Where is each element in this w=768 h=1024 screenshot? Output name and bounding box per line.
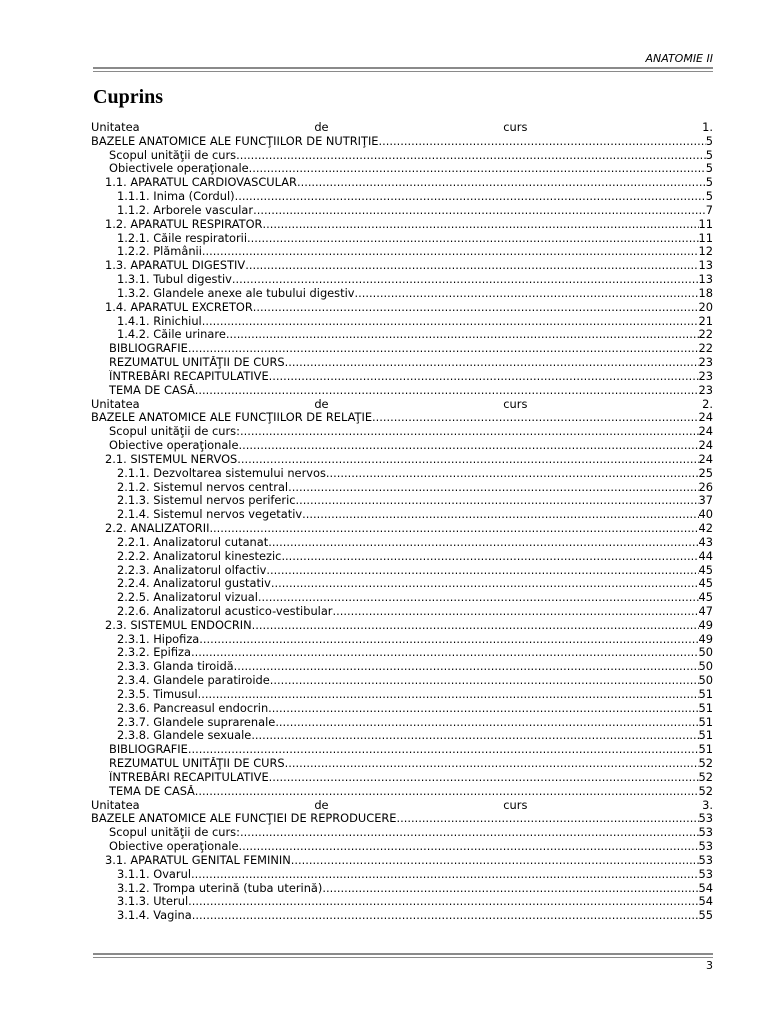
- toc-entry[interactable]: [91, 328, 713, 342]
- toc-entry-label: 2.2.3. Analizatorul olfactiv: [117, 563, 267, 577]
- toc-dot-leader: [372, 411, 698, 425]
- toc-dot-leader: [198, 688, 699, 702]
- toc-dot-leader: [285, 757, 699, 771]
- toc-entry[interactable]: [91, 868, 713, 882]
- toc-entry[interactable]: [91, 232, 713, 246]
- toc-dot-leader: [269, 370, 699, 384]
- toc-entry[interactable]: [91, 826, 713, 840]
- toc-entry-page: 21: [698, 314, 713, 328]
- toc-entry-label: 1.4. APARATUL EXCRETOR: [105, 300, 253, 314]
- toc-dot-leader: [237, 453, 698, 467]
- toc-entry[interactable]: [91, 577, 713, 591]
- toc-dot-leader: [209, 522, 698, 536]
- toc-entry-label: 2.3.1. Hipofiza: [117, 632, 200, 646]
- toc-entry-page: 24: [698, 411, 713, 425]
- toc-unit-heading: [91, 121, 713, 135]
- toc-entry-page: 23: [698, 356, 713, 370]
- toc-dot-leader: [195, 384, 699, 398]
- toc-entry-label: 2.3.3. Glanda tiroidă: [117, 660, 234, 674]
- toc-entry-page: 5: [705, 176, 713, 190]
- toc-entry-page: 53: [698, 867, 713, 881]
- toc-entry[interactable]: [91, 315, 713, 329]
- toc-dot-leader: [266, 564, 698, 578]
- toc-entry[interactable]: [91, 135, 713, 149]
- toc-entry[interactable]: [91, 550, 713, 564]
- footer-rule-thin: [93, 957, 713, 958]
- toc-entry-page: 51: [698, 715, 713, 729]
- toc-entry-label: 2.2. ANALIZATORII: [105, 522, 210, 536]
- toc-entry-label: 1.1.1. Inima (Cordul): [117, 190, 235, 204]
- toc-entry[interactable]: [91, 757, 713, 771]
- toc-entry-label: REZUMATUL UNITĂŢII DE CURS: [109, 356, 285, 370]
- toc-entry-page: 44: [698, 549, 713, 563]
- toc-entry-page: 11: [698, 231, 713, 245]
- toc-entry-label: 2.3.8. Glandele sexuale: [117, 729, 252, 743]
- toc-entry-label: 2.3.4. Glandele paratiroide: [117, 674, 270, 688]
- toc-entry[interactable]: [91, 301, 713, 315]
- toc-dot-leader: [232, 273, 699, 287]
- toc-entry-page: 25: [698, 466, 713, 480]
- toc-entry[interactable]: [91, 481, 713, 495]
- toc-entry[interactable]: [91, 245, 713, 259]
- toc-entry-label: 2.1.3. Sistemul nervos periferic: [117, 494, 296, 508]
- toc-entry-page: 7: [705, 203, 713, 217]
- toc-entry-label: 1.3.1. Tubul digestiv: [117, 273, 232, 287]
- toc-entry[interactable]: [91, 411, 713, 425]
- toc-entry-page: 18: [698, 286, 713, 300]
- toc-entry-label: 2.3.7. Glandele suprarenale: [117, 715, 276, 729]
- toc-dot-leader: [270, 674, 699, 688]
- toc-entry-page: 5: [705, 134, 713, 148]
- toc-unit-word: Unitatea: [91, 397, 140, 411]
- toc-entry-page: 53: [698, 826, 713, 840]
- toc-entry[interactable]: [91, 273, 713, 287]
- toc-entry-page: 22: [698, 342, 713, 356]
- toc-dot-leader: [285, 356, 699, 370]
- toc-entry[interactable]: [91, 176, 713, 190]
- toc-dot-leader: [379, 135, 706, 149]
- toc-entry[interactable]: [91, 508, 713, 522]
- toc-entry-label: Obiectivele operaţionale: [109, 162, 249, 176]
- toc-dot-leader: [397, 812, 699, 826]
- toc-entry[interactable]: [91, 771, 713, 785]
- toc-dot-leader: [258, 591, 699, 605]
- toc-dot-leader: [326, 467, 699, 481]
- toc-entry-label: 1.1. APARATUL CARDIOVASCULAR: [105, 176, 297, 190]
- toc-entry[interactable]: [91, 162, 713, 176]
- toc-entry-label: 1.4.1. Rinichiul: [117, 314, 202, 328]
- toc-entry[interactable]: [91, 660, 713, 674]
- toc-dot-leader: [253, 301, 699, 315]
- toc-entry-label: TEMA DE CASĂ: [109, 383, 195, 397]
- toc-dot-leader: [271, 577, 699, 591]
- toc-entry[interactable]: [91, 204, 713, 218]
- toc-entry-label: 2.3. SISTEMUL ENDOCRIN: [105, 618, 252, 632]
- toc-entry[interactable]: [91, 564, 713, 578]
- toc-dot-leader: [296, 494, 699, 508]
- toc-entry-page: 5: [705, 162, 713, 176]
- toc-dot-leader: [188, 342, 699, 356]
- toc-entry[interactable]: [91, 674, 713, 688]
- toc-entry-page: 55: [698, 909, 713, 923]
- toc-entry-label: BAZELE ANATOMICE ALE FUNCŢIILOR DE NUTRIŢIE: [91, 134, 379, 148]
- toc-unit-word: 3.: [702, 798, 713, 812]
- toc-entry-page: 13: [698, 259, 713, 273]
- toc-dot-leader: [252, 619, 699, 633]
- toc-dot-leader: [302, 508, 698, 522]
- toc-entry-label: Obiective operaţionale: [109, 439, 239, 453]
- toc-entry-page: 43: [698, 535, 713, 549]
- toc-entry[interactable]: [91, 854, 713, 868]
- toc-entry[interactable]: [91, 218, 713, 232]
- toc-entry-page: 11: [698, 217, 713, 231]
- toc-dot-leader: [234, 660, 699, 674]
- toc-dot-leader: [202, 315, 699, 329]
- toc-entry[interactable]: [91, 591, 713, 605]
- toc-entry[interactable]: [91, 812, 713, 826]
- toc-entry-page: 45: [698, 563, 713, 577]
- toc-entry-label: 2.3.6. Pancreasul endocrin: [117, 701, 269, 715]
- toc-entry-label: 2.1.4. Sistemul nervos vegetativ: [117, 508, 303, 522]
- toc-entry-page: 5: [705, 148, 713, 162]
- toc-entry-label: 2.1. SISTEMUL NERVOS: [105, 452, 238, 466]
- toc-entry-page: 45: [698, 577, 713, 591]
- toc-entry-label: 3.1.4. Vagina: [117, 909, 192, 923]
- toc-entry[interactable]: [91, 646, 713, 660]
- toc-entry-page: 49: [698, 618, 713, 632]
- toc-entry[interactable]: [91, 702, 713, 716]
- toc-entry-label: 1.2.2. Plămânii: [117, 245, 202, 259]
- toc-entry-label: 3.1. APARATUL GENITAL FEMININ: [105, 853, 291, 867]
- toc-dot-leader: [191, 646, 699, 660]
- toc-entry-label: 2.2.6. Analizatorul acustico-vestibular: [117, 604, 333, 618]
- toc-dot-leader: [275, 716, 698, 730]
- toc-entry-page: 49: [698, 632, 713, 646]
- toc-entry-label: 3.1.2. Trompa uterină (tuba uterină): [117, 881, 323, 895]
- toc-entry[interactable]: [91, 425, 713, 439]
- toc-dot-leader: [251, 729, 698, 743]
- toc-entry[interactable]: [91, 287, 713, 301]
- toc-entry[interactable]: [91, 494, 713, 508]
- toc-entry-page: 51: [698, 729, 713, 743]
- toc-entry[interactable]: [91, 882, 713, 896]
- toc-unit-word: curs: [503, 121, 528, 134]
- toc-entry-page: 13: [698, 273, 713, 287]
- toc-entry[interactable]: [91, 743, 713, 757]
- toc-entry-page: 23: [698, 383, 713, 397]
- toc-entry-label: 1.2. APARATUL RESPIRATOR: [105, 217, 263, 231]
- toc-entry-page: 50: [698, 646, 713, 660]
- toc-entry-page: 22: [698, 328, 713, 342]
- toc-entry-page: 52: [698, 770, 713, 784]
- toc-entry-page: 23: [698, 369, 713, 383]
- toc-entry-label: 2.2.1. Analizatorul cutanat: [117, 535, 269, 549]
- toc-entry-label: Obiective operaţionale: [109, 840, 239, 854]
- toc-dot-leader: [297, 176, 706, 190]
- toc-dot-leader: [249, 162, 706, 176]
- toc-entry-page: 24: [698, 452, 713, 466]
- table-of-contents: [91, 121, 713, 923]
- toc-entry-page: 54: [698, 881, 713, 895]
- footer-rule: [93, 953, 713, 955]
- toc-entry-label: 2.3.5. Timusul: [117, 687, 198, 701]
- toc-entry-label: BAZELE ANATOMICE ALE FUNCŢIEI DE REPRODUCERE: [91, 812, 397, 826]
- toc-entry-page: 54: [698, 895, 713, 909]
- toc-dot-leader: [192, 909, 699, 923]
- toc-dot-leader: [202, 245, 699, 259]
- toc-dot-leader: [188, 743, 699, 757]
- toc-entry-page: 40: [698, 508, 713, 522]
- toc-entry-page: 24: [698, 425, 713, 439]
- toc-entry[interactable]: [91, 356, 713, 370]
- toc-dot-leader: [191, 868, 699, 882]
- toc-entry-label: TEMA DE CASĂ: [109, 784, 195, 798]
- toc-entry-page: 51: [698, 701, 713, 715]
- toc-entry-label: 2.3.2. Epifiza: [117, 646, 191, 660]
- toc-entry[interactable]: [91, 909, 713, 923]
- toc-entry[interactable]: [91, 467, 713, 481]
- toc-entry-label: Scopul unităţii de curs: [109, 148, 237, 162]
- toc-unit-word: de: [314, 397, 329, 411]
- toc-dot-leader: [355, 287, 699, 301]
- toc-entry-label: 2.2.4. Analizatorul gustativ: [117, 577, 271, 591]
- toc-entry[interactable]: [91, 729, 713, 743]
- toc-dot-leader: [288, 481, 698, 495]
- toc-entry-label: Scopul unităţii de curs:: [109, 826, 240, 840]
- toc-entry-label: 2.2.5. Analizatorul vizual: [117, 591, 258, 605]
- toc-entry[interactable]: [91, 384, 713, 398]
- toc-entry-page: 50: [698, 674, 713, 688]
- toc-dot-leader: [291, 854, 699, 868]
- toc-entry-label: ÎNTREBĂRI RECAPITULATIVE: [109, 770, 269, 784]
- toc-dot-leader: [269, 771, 699, 785]
- toc-entry[interactable]: [91, 149, 713, 163]
- toc-entry-page: 42: [698, 522, 713, 536]
- toc-entry[interactable]: [91, 370, 713, 384]
- toc-entry-label: 3.1.1. Ovarul: [117, 867, 191, 881]
- toc-entry-page: 24: [698, 439, 713, 453]
- toc-unit-heading: [91, 398, 713, 412]
- toc-entry-label: ÎNTREBĂRI RECAPITULATIVE: [109, 369, 269, 383]
- toc-entry[interactable]: [91, 605, 713, 619]
- toc-entry-page: 53: [698, 853, 713, 867]
- toc-unit-word: 1.: [702, 121, 713, 134]
- toc-dot-leader: [238, 439, 698, 453]
- toc-entry-label: 2.1.2. Sistemul nervos central: [117, 480, 289, 494]
- toc-entry-page: 53: [698, 840, 713, 854]
- page-number: 3: [706, 959, 713, 972]
- toc-dot-leader: [240, 425, 699, 439]
- toc-entry-label: 1.3.2. Glandele anexe ale tubului digestiv: [117, 286, 355, 300]
- toc-entry-label: 1.4.2. Căile urinare: [117, 328, 226, 342]
- toc-dot-leader: [238, 840, 698, 854]
- toc-entry-label: BIBLIOGRAFIE: [109, 342, 188, 356]
- toc-entry[interactable]: [91, 688, 713, 702]
- running-header: ANATOMIE II: [645, 52, 713, 65]
- toc-entry-page: 51: [698, 743, 713, 757]
- toc-dot-leader: [235, 190, 706, 204]
- toc-entry-page: 47: [698, 604, 713, 618]
- toc-entry-label: BAZELE ANATOMICE ALE FUNCŢIILOR DE RELAŢIE: [91, 411, 373, 425]
- toc-unit-heading: [91, 799, 713, 813]
- toc-dot-leader: [268, 702, 698, 716]
- toc-unit-word: de: [314, 798, 329, 812]
- toc-entry[interactable]: [91, 633, 713, 647]
- toc-entry[interactable]: [91, 895, 713, 909]
- toc-entry-label: 1.3. APARATUL DIGESTIV: [105, 259, 246, 273]
- toc-dot-leader: [245, 259, 698, 273]
- toc-entry-label: REZUMATUL UNITĂŢII DE CURS: [109, 757, 285, 771]
- toc-entry-page: 45: [698, 591, 713, 605]
- toc-entry-label: 3.1.3. Uterul: [117, 895, 189, 909]
- toc-dot-leader: [333, 605, 699, 619]
- toc-entry-page: 26: [698, 480, 713, 494]
- toc-entry-page: 37: [698, 494, 713, 508]
- toc-unit-word: curs: [503, 798, 528, 812]
- toc-dot-leader: [281, 550, 698, 564]
- toc-entry[interactable]: [91, 439, 713, 453]
- toc-entry-page: 20: [698, 300, 713, 314]
- toc-dot-leader: [322, 882, 698, 896]
- toc-entry[interactable]: [91, 259, 713, 273]
- toc-entry[interactable]: [91, 190, 713, 204]
- toc-entry-page: 50: [698, 660, 713, 674]
- toc-entry[interactable]: [91, 840, 713, 854]
- toc-entry-page: 52: [698, 757, 713, 771]
- toc-entry-page: 5: [705, 190, 713, 204]
- header-rule-thin: [93, 71, 713, 72]
- toc-entry-page: 52: [698, 784, 713, 798]
- toc-dot-leader: [188, 895, 698, 909]
- toc-dot-leader: [195, 785, 699, 799]
- toc-entry-label: BIBLIOGRAFIE: [109, 743, 188, 757]
- toc-entry-label: 2.1.1. Dezvoltarea sistemului nervos: [117, 466, 326, 480]
- toc-dot-leader: [199, 633, 698, 647]
- toc-dot-leader: [268, 536, 698, 550]
- toc-unit-word: Unitatea: [91, 121, 140, 134]
- toc-entry[interactable]: [91, 342, 713, 356]
- toc-entry-label: 1.1.2. Arborele vascular: [117, 203, 254, 217]
- toc-dot-leader: [226, 328, 699, 342]
- toc-entry-label: Scopul unităţii de curs:: [109, 425, 240, 439]
- toc-unit-word: curs: [503, 397, 528, 411]
- toc-dot-leader: [236, 149, 706, 163]
- toc-dot-leader: [240, 826, 699, 840]
- toc-entry-label: 1.2.1. Căile respiratorii: [117, 231, 247, 245]
- toc-entry[interactable]: [91, 716, 713, 730]
- toc-entry-label: 2.2.2. Analizatorul kinestezic: [117, 549, 282, 563]
- toc-entry-page: 51: [698, 687, 713, 701]
- toc-entry[interactable]: [91, 522, 713, 536]
- toc-unit-word: Unitatea: [91, 798, 140, 812]
- header-rule: [93, 67, 713, 69]
- toc-entry[interactable]: [91, 619, 713, 633]
- toc-entry-page: 53: [698, 812, 713, 826]
- toc-unit-word: de: [314, 121, 329, 134]
- toc-entry-page: 12: [698, 245, 713, 259]
- page-title: Cuprins: [93, 86, 164, 108]
- toc-dot-leader: [253, 204, 706, 218]
- toc-dot-leader: [262, 218, 698, 232]
- toc-entry[interactable]: [91, 785, 713, 799]
- toc-unit-word: 2.: [702, 397, 713, 411]
- toc-entry[interactable]: [91, 453, 713, 467]
- toc-entry[interactable]: [91, 536, 713, 550]
- toc-dot-leader: [247, 232, 699, 246]
